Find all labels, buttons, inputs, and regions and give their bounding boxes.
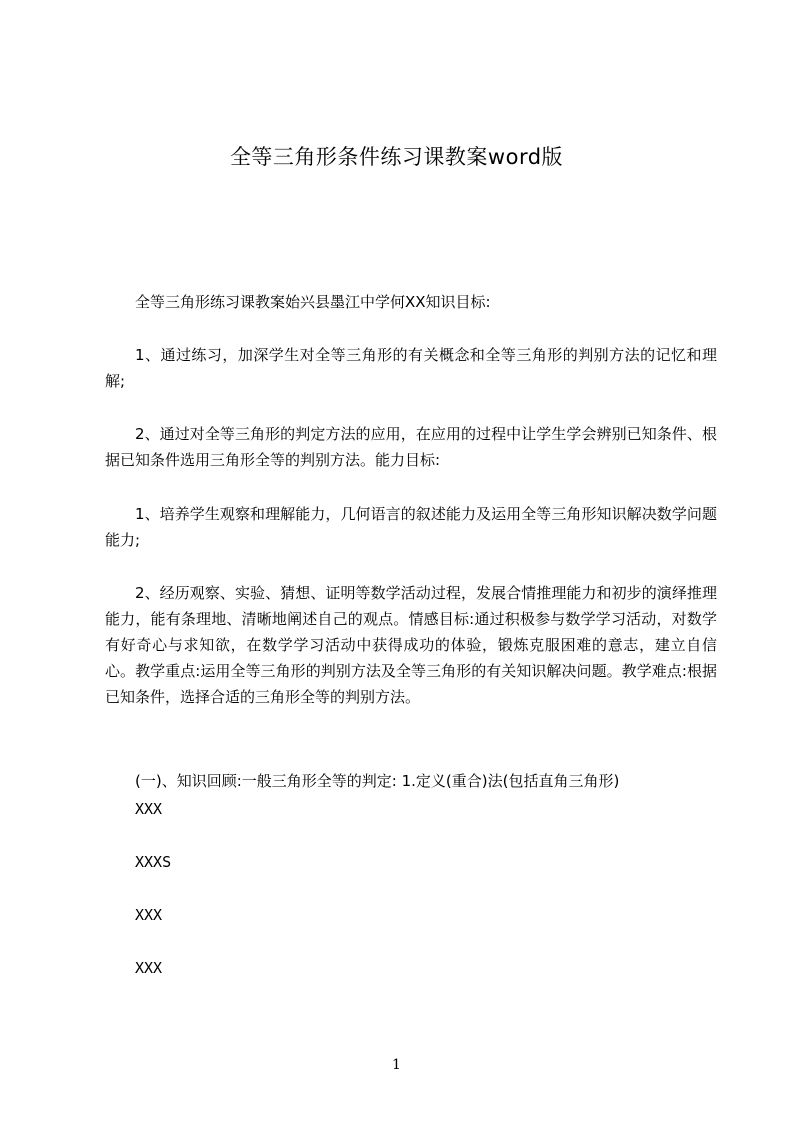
paragraph-intro: 全等三角形练习课教案始兴县墨江中学何XX知识目标:: [135, 293, 491, 311]
paragraph-knowledge-goal-1: 1、通过练习，加深学生对全等三角形的有关概念和全等三角形的判别方法的记忆和理解;: [105, 346, 717, 390]
document-title: 全等三角形条件练习课教案word版: [229, 145, 564, 169]
paragraph-knowledge-goal-2: 2、通过对全等三角形的判定方法的应用，在应用的过程中让学生学会辨别已知条件、根据已知条件选用三角形全等的判别方法。能力目标:: [105, 425, 717, 469]
placeholder-line: XXXS: [135, 853, 172, 871]
placeholder-line: XXX: [135, 800, 163, 818]
paragraph-ability-goal-1: 1、培养学生观察和理解能力，几何语言的叙述能力及运用全等三角形知识解决数学问题能力;: [105, 505, 717, 549]
page-number: 1: [392, 1057, 401, 1073]
placeholder-line: XXX: [135, 906, 163, 924]
placeholder-line: XXX: [135, 959, 163, 977]
paragraph-ability-goal-2: 2、经历观察、实验、猜想、证明等数学活动过程，发展合情推理能力和初步的演绎推理能力，能有条理地、清晰地阐述自己的观点。情感目标:通过积极参与数学学习活动，对数学有好奇心与求知欲，在数学学习活动中获得成功的体验，锻炼克服困难的意志，建立自信心。教学重点:运用全等三角形的判别方法及全等三角形的有关知识解决问题。教学难点:根据已知条件，选择合适的三角形全等的判别方法。: [105, 584, 717, 706]
paragraph-knowledge-review: (一)、知识回顾:一般三角形全等的判定: 1.定义(重合)法(包括直角三角形): [135, 772, 620, 790]
